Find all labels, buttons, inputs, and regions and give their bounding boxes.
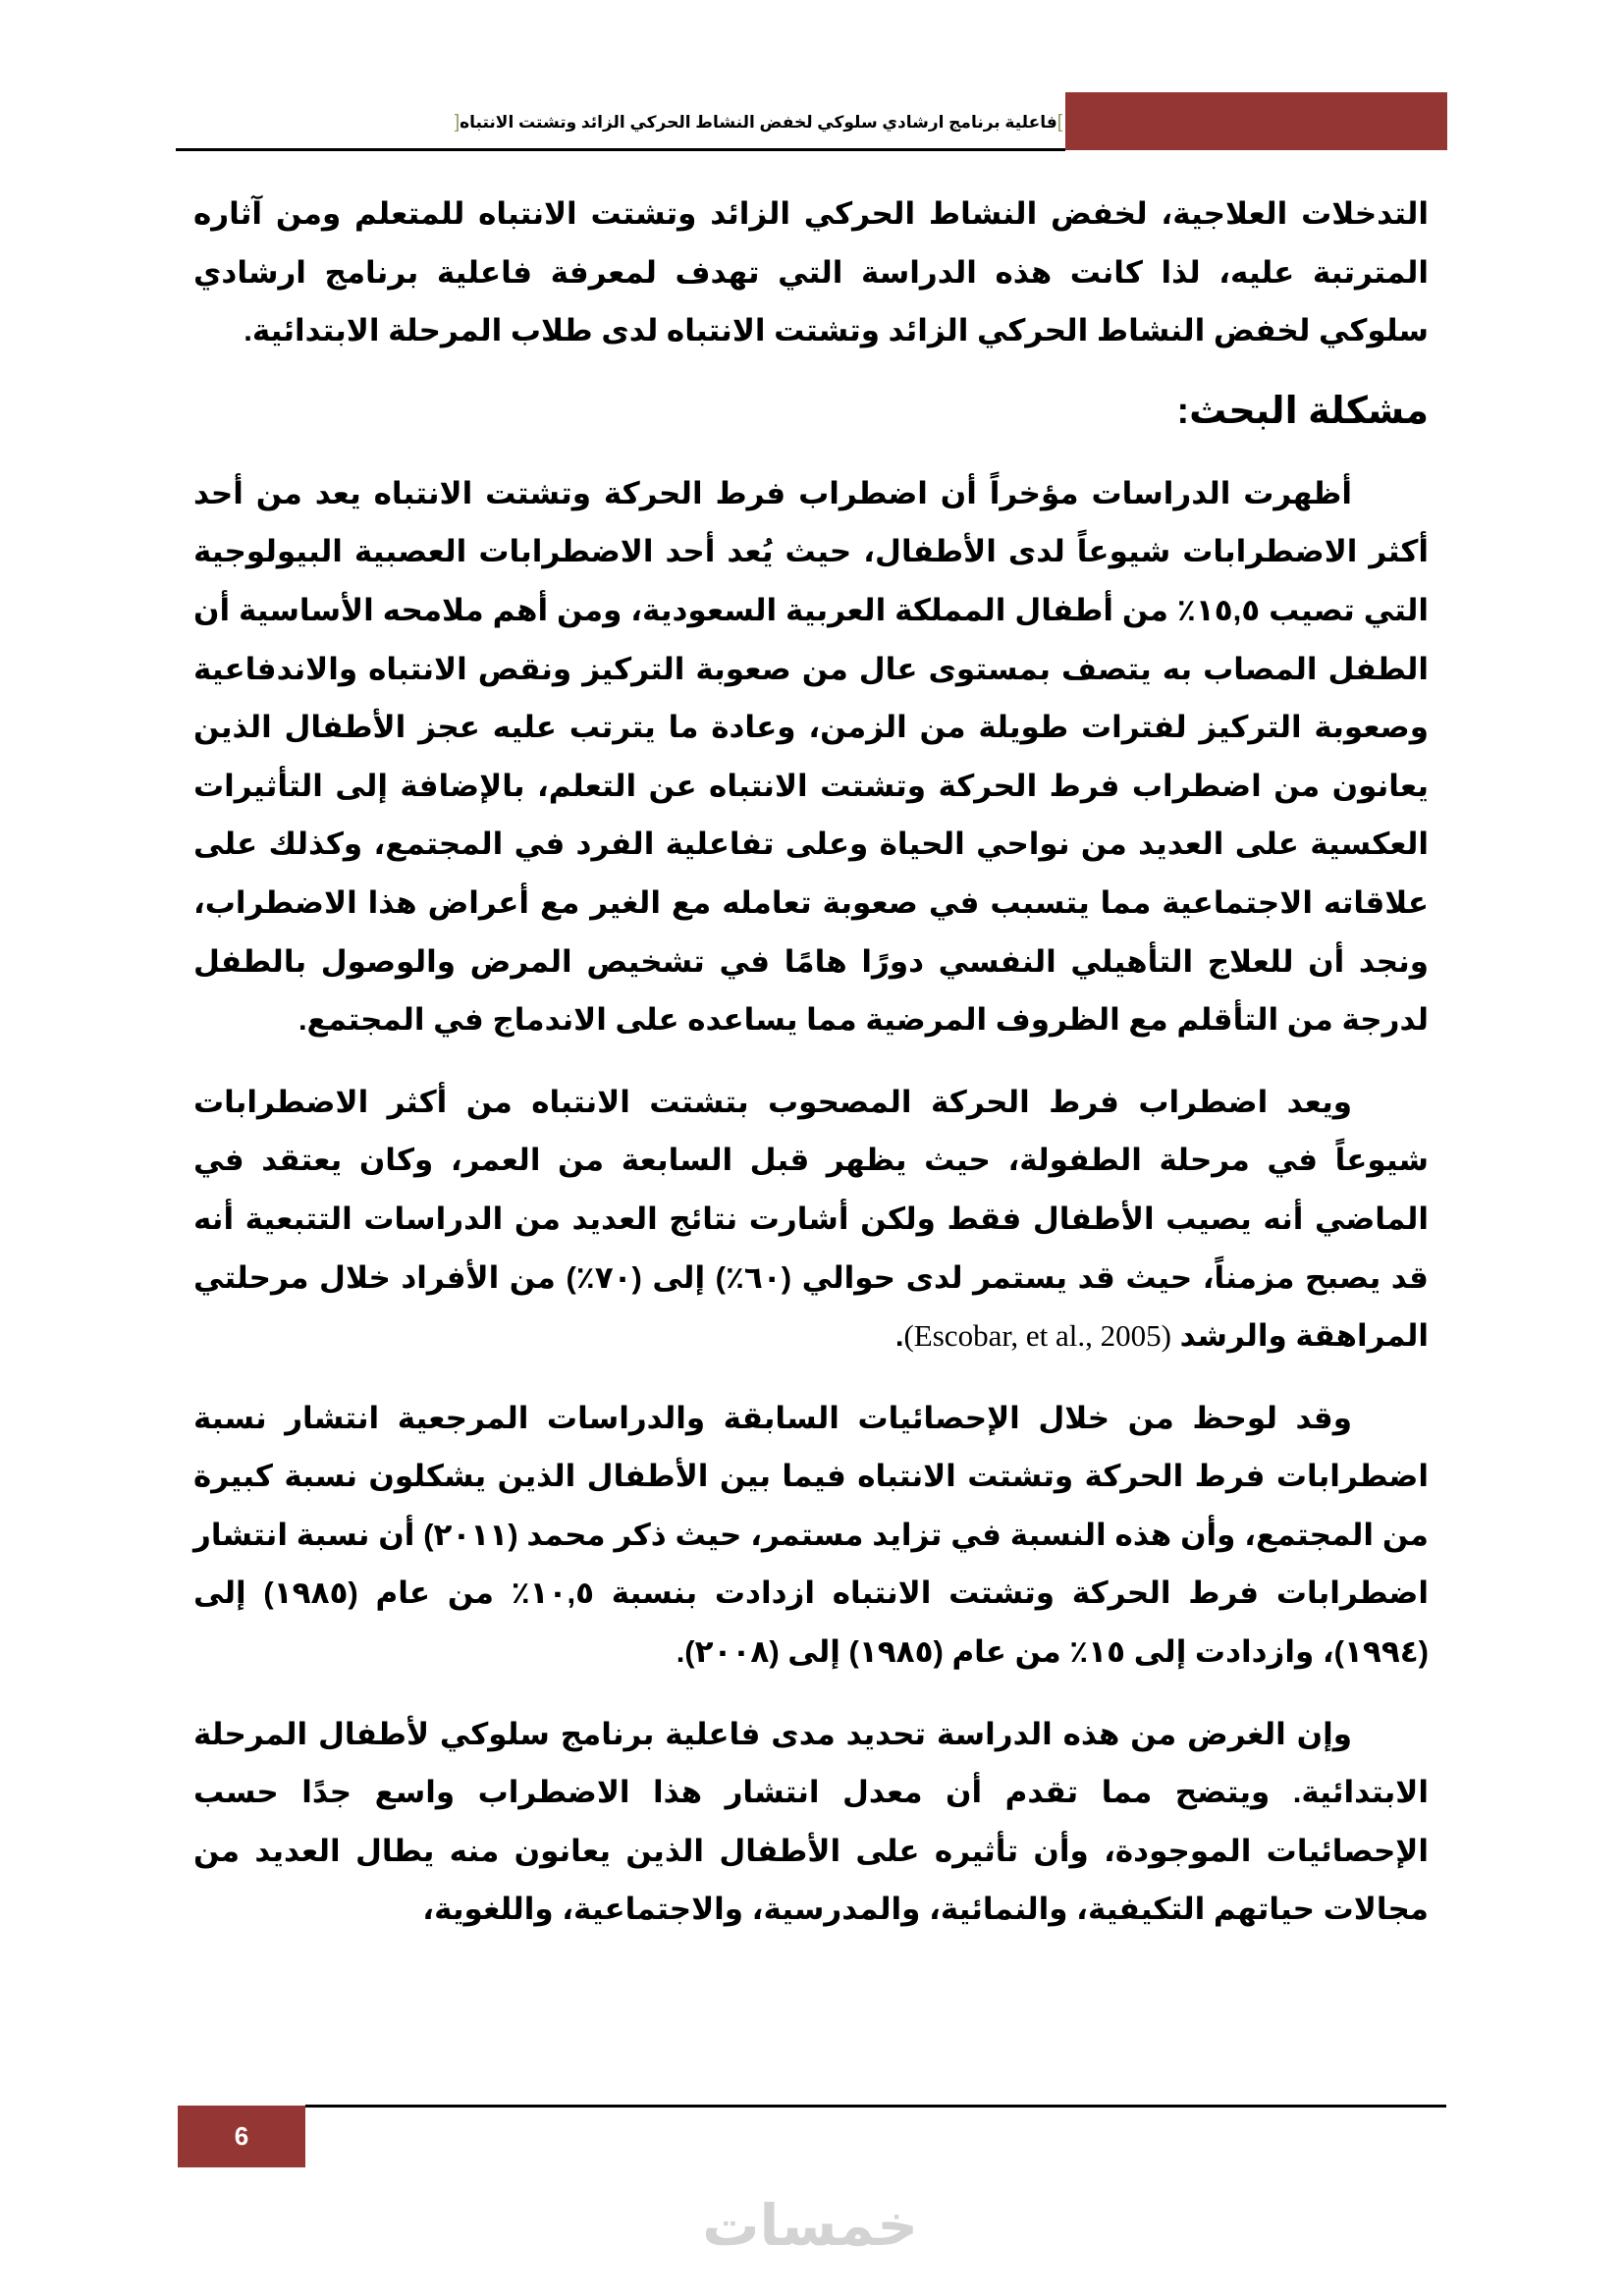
watermark-logo: خمسات	[702, 2192, 918, 2259]
section-heading: مشكلة البحث:	[1176, 390, 1429, 432]
running-title	[455, 112, 1062, 133]
running-title-text: فاعلية برنامج ارشادي سلوكي لخفض النشاط الحركي الزائد وتشتت الانتباه	[460, 113, 1057, 132]
paragraph-3-end: .	[894, 1318, 904, 1354]
paragraph-2: أظهرت الدراسات مؤخراً أن اضطراب فرط الحركة وتشتت الانتباه يعد من أحد أكثر الاضطرابات شيوعاً لدى الأطفال، حيث يُعد أحد الاضطرابات العصبية البيولوجية التي تصيب ١٥,٥٪ من أطفال المملكة العربية السعودية، ومن أهم ملامحه الأساسية أن الطفل المصاب به يتصف بمستوى عال من صعوبة التركيز ونقص الانتباه والاندفاعية وصعوبة التركيز لفترات طويلة من الزمن، وعادة ما يترتب عليه عجز الأطفال الذين يعانون من اضطراب فرط الحركة وتشتت الانتباه عن التعلم، بالإضافة إلى التأثيرات العكسية على العديد من نواحي الحياة وعلى تفاعلية الفرد في المجتمع، وكذلك على علاقاته الاجتماعية مما يتسبب في صعوبة تعامله مع الغير مع أعراض هذا الاضطراب، ونجد أن للعلاج التأهيلي النفسي دورًا هامًا في تشخيص المرض والوصول بالطفل لدرجة من التأقلم مع الظروف المرضية مما يساعده على الاندماج في المجتمع.	[193, 475, 1429, 1038]
header-accent-block	[1065, 92, 1447, 150]
document-body	[193, 185, 1429, 1939]
paragraph-3-text: ويعد اضطراب فرط الحركة المصحوب بتشتت الانتباه من أكثر الاضطرابات شيوعاً في مرحلة الطفولة، حيث يظهر قبل السابعة من العمر، وكان يعتقد في الماضي أنه يصيب الأطفال فقط ولكن أشارت نتائج العديد من الدراسات التتبعية أنه قد يصبح مزمناً، حيث قد يستمر لدى حوالي (٦٠٪) إلى (٧٠٪) من الأفراد خلال مرحلتي المراهقة والرشد	[193, 1084, 1429, 1354]
running-title-bracket-open: ]	[1056, 112, 1062, 133]
header-rule	[176, 148, 1065, 151]
paragraph-1: التدخلات العلاجية، لخفض النشاط الحركي الزائد وتشتت الانتباه للمتعلم ومن آثاره المترتبة عليه، لذا كانت هذه الدراسة التي تهدف لمعرفة فاعلية برنامج ارشادي سلوكي لخفض النشاط الحركي الزائد وتشتت الانتباه لدى طلاب المرحلة الابتدائية.	[193, 196, 1429, 348]
paragraph-5: وإن الغرض من هذه الدراسة تحديد مدى فاعلية برنامج سلوكي لأطفال المرحلة الابتدائية. ويتضح مما تقدم أن معدل انتشار هذا الاضطراب واسع جدًا حسب الإحصائيات الموجودة، وأن تأثيره على الأطفال الذين يعانون منه يطال العديد من مجالات حياتهم التكيفية، والنمائية، والمدرسية، والاجتماعية، واللغوية،	[193, 1716, 1429, 1927]
citation: (Escobar, et al., 2005)	[903, 1318, 1171, 1354]
paragraph-4: وقد لوحظ من خلال الإحصائيات السابقة والدراسات المرجعية انتشار نسبة اضطرابات فرط الحركة وتشتت الانتباه فيما بين الأطفال الذين يشكلون نسبة كبيرة من المجتمع، وأن هذه النسبة في تزايد مستمر، حيث ذكر محمد (٢٠١١) أن نسبة انتشار اضطرابات فرط الحركة وتشتت الانتباه ازدادت بنسبة ١٠,٥٪ من عام (١٩٨٥) إلى (١٩٩٤)، وازدادت إلى ١٥٪ من عام (١٩٨٥) إلى (٢٠٠٨).	[193, 1400, 1429, 1670]
running-title-bracket-close: [	[454, 112, 460, 133]
page-number: 6	[234, 2121, 249, 2151]
paragraph-3	[193, 1073, 1429, 1365]
page-number-badge	[178, 2106, 305, 2167]
footer-rule	[305, 2105, 1446, 2108]
